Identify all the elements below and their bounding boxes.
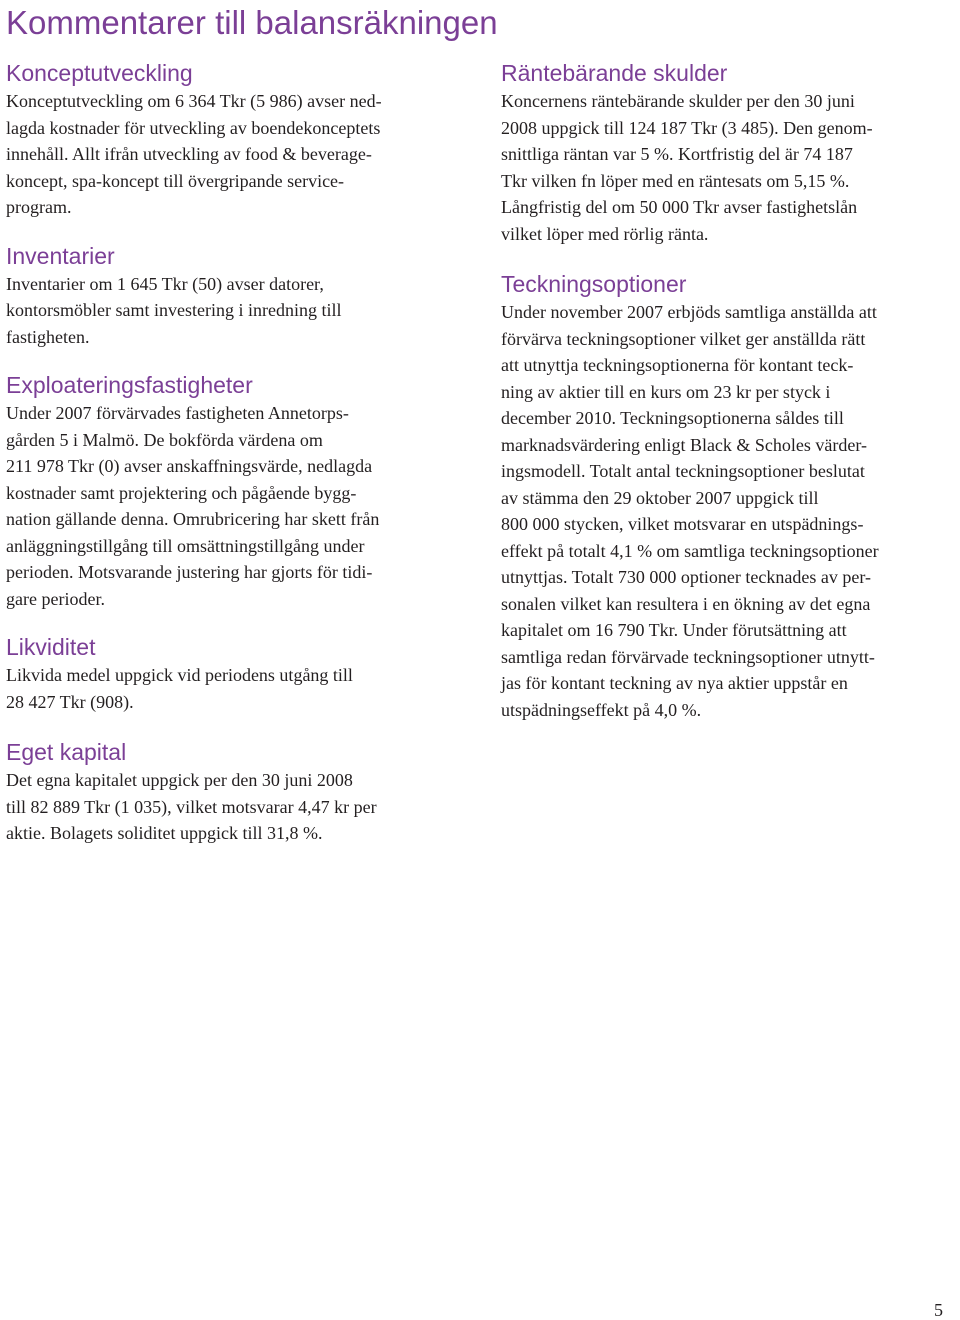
section-inventarier: [6, 241, 468, 351]
body-line: ning av aktier till en kurs om 23 kr per styck i: [501, 381, 831, 402]
body-line: gården 5 i Malmö. De bokförda värdena om: [6, 429, 323, 450]
body-line: Under 2007 förvärvades fastigheten Annetorps-: [6, 403, 349, 423]
body-line: sonalen vilket kan resultera i en ökning av det egna: [501, 593, 871, 614]
body-line: utnyttjas. Totalt 730 000 optioner tecknades av per-: [501, 567, 871, 587]
left-column: [6, 58, 468, 847]
section-likviditet: [6, 632, 468, 715]
section-body: [6, 662, 468, 715]
section-body: [6, 88, 468, 221]
body-line: av stämma den 29 oktober 2007 uppgick till: [501, 487, 819, 508]
body-line: jas för kontant teckning av nya aktier uppstår en: [501, 673, 848, 693]
right-column: [501, 58, 957, 723]
section-heading: Exploateringsfastigheter: [6, 372, 253, 398]
body-line: snittliga räntan var 5 %. Kortfristig del är 74 187: [501, 144, 853, 164]
section-heading: Konceptutveckling: [6, 60, 193, 86]
section-eget-kapital: [6, 737, 468, 847]
body-line: ingsmodell. Totalt antal teckningsoptioner beslutat: [501, 461, 865, 481]
section-heading: Teckningsoptioner: [501, 271, 687, 297]
body-line: Långfristig del om 50 000 Tkr avser fastighetslån: [501, 197, 858, 217]
section-body: [6, 767, 468, 847]
body-line: förvärva teckningsoptioner vilket ger anställda rätt: [501, 328, 866, 349]
body-line: Under november 2007 erbjöds samtliga anställda att: [501, 302, 877, 322]
section-heading: Likviditet: [6, 634, 96, 660]
section-rantebarande-skulder: [501, 58, 957, 247]
section-konceptutveckling: [6, 58, 468, 221]
page-number: 5: [934, 1300, 943, 1320]
body-line: koncept, spa-koncept till övergripande service-: [6, 170, 345, 191]
body-line: att utnyttja teckningsoptionerna för kontant teck-: [501, 355, 854, 375]
body-line: program.: [6, 197, 72, 217]
body-line: Tkr vilken fn löper med en räntesats om 5,15 %.: [501, 170, 850, 191]
body-line: marknadsvärdering enligt Black & Scholes värder-: [501, 434, 868, 455]
body-line: 800 000 stycken, vilket motsvarar en utspädnings-: [501, 514, 864, 534]
body-line: Koncernens räntebärande skulder per den 30 juni: [501, 91, 855, 111]
body-line: gare perioder.: [6, 588, 105, 609]
body-line: vilket löper med rörlig ränta.: [501, 223, 709, 244]
body-line: perioden. Motsvarande justering har gjorts för tidi-: [6, 562, 373, 582]
body-line: kostnader samt projektering och pågående bygg-: [6, 482, 357, 503]
section-heading: Inventarier: [6, 242, 115, 269]
body-line: till 82 889 Tkr (1 035), vilket motsvarar 4,47 kr per: [6, 796, 377, 817]
section-teckningsoptioner: [501, 269, 957, 723]
body-line: aktie. Bolagets soliditet uppgick till 31,8 %.: [6, 823, 323, 843]
body-line: effekt på totalt 4,1 % om samtliga teckningsoptioner: [501, 540, 879, 561]
body-line: 2008 uppgick till 124 187 Tkr (3 485). Den genom-: [501, 117, 873, 138]
page-title: Kommentarer till balansräkningen: [6, 4, 498, 41]
body-line: kontorsmöbler samt investering i inredning till: [6, 300, 342, 320]
body-line: Likvida medel uppgick vid periodens utgång till: [6, 665, 353, 685]
body-line: 211 978 Tkr (0) avser anskaffningsvärde, nedlagda: [6, 456, 373, 476]
body-line: Det egna kapitalet uppgick per den 30 juni 2008: [6, 770, 353, 790]
body-line: Konceptutveckling om 6 364 Tkr (5 986) avser ned-: [6, 91, 382, 111]
section-heading: Eget kapital: [6, 739, 127, 765]
section-exploateringsfastigheter: [6, 370, 468, 612]
section-body: [501, 88, 957, 247]
body-line: nation gällande denna. Omrubricering har skett från: [6, 509, 380, 529]
body-line: 28 427 Tkr (908).: [6, 691, 134, 712]
body-line: samtliga redan förvärvade teckningsoptioner utnytt-: [501, 646, 875, 667]
body-line: innehåll. Allt ifrån utveckling av food & beverage-: [6, 144, 372, 164]
section-body: [6, 400, 468, 612]
section-body: [501, 299, 957, 723]
body-line: utspädningseffekt på 4,0 %.: [501, 699, 702, 720]
body-line: december 2010. Teckningsoptionerna såldes till: [501, 408, 844, 428]
body-line: lagda kostnader för utveckling av boendekonceptets: [6, 117, 381, 138]
body-line: Inventarier om 1 645 Tkr (50) avser datorer,: [6, 273, 324, 294]
body-line: fastigheten.: [6, 326, 90, 347]
body-line: kapitalet om 16 790 Tkr. Under förutsättning att: [501, 620, 847, 640]
section-body: [6, 271, 468, 351]
section-heading: Räntebärande skulder: [501, 60, 728, 86]
body-line: anläggningstillgång till omsättningstillgång under: [6, 535, 365, 556]
